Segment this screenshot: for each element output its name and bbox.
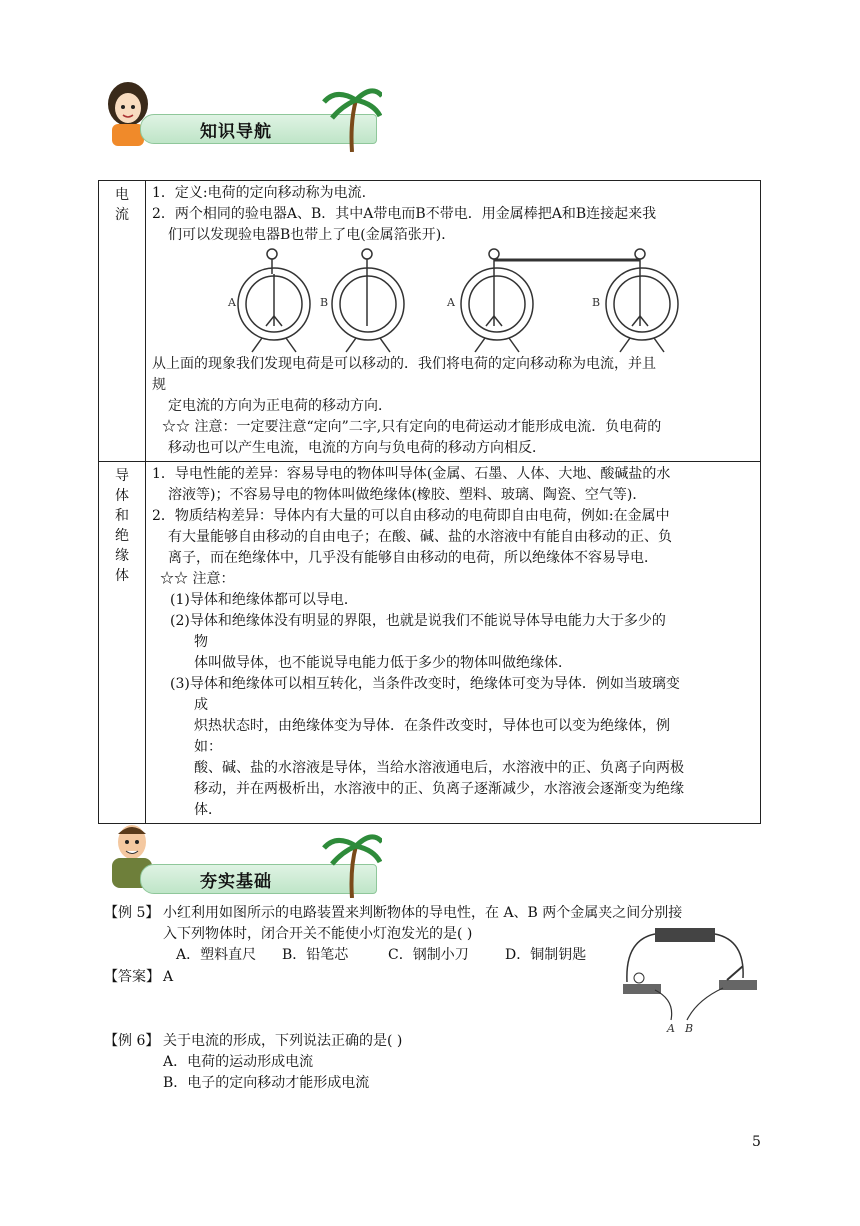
electroscope-b2 <box>606 249 678 352</box>
option-a: A．塑料直尺 <box>176 947 257 963</box>
option-d: D．铜制钥匙 <box>505 947 587 963</box>
example-5-label: 【例 5】 <box>104 905 160 921</box>
clip-a-label: A <box>667 1022 675 1035</box>
palm-tree-icon <box>322 82 382 152</box>
electroscope-a2 <box>461 249 533 352</box>
label-b1: B <box>320 296 329 309</box>
side-char: 体 <box>115 488 129 504</box>
line: 2．物质结构差异：导体内有大量的可以自由移动的电荷即自由电荷，例如:在金属中 <box>152 508 670 524</box>
line: 体． <box>194 802 222 818</box>
line: 1．导电性能的差异：容易导电的物体叫导体(金属、石墨、人体、大地、酸碱盐的水 <box>152 466 671 482</box>
side-char: 体 <box>115 568 129 584</box>
line: 炽热状态时，由绝缘体变为导体．在条件改变时，导体也可以变为绝缘体，例 <box>194 718 670 734</box>
bulb-base <box>623 984 661 994</box>
current-content <box>146 181 761 462</box>
line: 体叫做导体，也不能说导电能力低于多少的物体叫做绝缘体． <box>194 655 572 671</box>
circuit-figure <box>615 920 765 1035</box>
palm-tree-icon <box>322 828 382 898</box>
electroscope-b1 <box>332 249 404 352</box>
option-b: B．电子的定向移动才能形成电流 <box>163 1075 370 1091</box>
electroscope-a1 <box>238 249 310 352</box>
electroscope-figure <box>152 246 754 354</box>
side-char: 流 <box>115 207 129 223</box>
side-char: 和 <box>115 508 129 524</box>
example-5-question-line1: 小红利用如图所示的电路装置来判断物体的导电性，在 A、B 两个金属夹之间分别接 <box>163 905 683 921</box>
line: 成 <box>194 697 208 713</box>
item-definition: 1．定义:电荷的定向移动称为电流. <box>152 185 367 201</box>
line: ☆☆ 注意： <box>160 571 235 587</box>
line: (3)导体和绝缘体可以相互转化，当条件改变时，绝缘体可变为导体．例如当玻璃变 <box>170 676 680 692</box>
line: (2)导体和绝缘体没有明显的界限，也就是说我们不能说导体导电能力大于多少的 <box>170 613 666 629</box>
note-direction-cont: 移动也可以产生电流，电流的方向与负电荷的移动方向相反． <box>168 440 546 456</box>
conductor-content <box>146 462 761 824</box>
side-label-conductor <box>99 462 146 824</box>
table-row-conductor <box>99 462 761 824</box>
text-observation-wrap: 规 <box>152 377 166 393</box>
note-direction: ☆☆ 注意：一定要注意“定向”二字,只有定向的电荷运动才能形成电流．负电荷的 <box>162 419 662 435</box>
label-a1: A <box>228 296 236 309</box>
banner-title: 知识导航 <box>200 122 272 142</box>
text-observation: 从上面的现象我们发现电荷是可以移动的．我们将电荷的定向移动称为电流，并且 <box>152 356 656 372</box>
answer-value: A <box>163 969 174 985</box>
line: (1)导体和绝缘体都可以导电． <box>170 592 358 608</box>
label-b2: B <box>592 296 601 309</box>
line: 物 <box>194 634 208 650</box>
side-char: 缘 <box>115 548 129 564</box>
clip-b-label: B <box>685 1022 694 1035</box>
option-b: B．铅笔芯 <box>282 947 349 963</box>
example-6-question: 关于电流的形成，下列说法正确的是( ) <box>163 1033 403 1049</box>
page-number: 5 <box>752 1134 761 1150</box>
label-a2: A <box>447 296 455 309</box>
item-experiment-cont: 们可以发现验电器B也带上了电(金属箔张开)． <box>168 227 456 243</box>
switch-base <box>719 980 757 990</box>
battery-box <box>655 928 715 942</box>
line: 离子，而在绝缘体中，几乎没有能够自由移动的电荷，所以绝缘体不容易导电． <box>168 550 658 566</box>
text-direction: 定电流的方向为正电荷的移动方向． <box>168 398 392 414</box>
option-a: A．电荷的运动形成电流 <box>163 1054 314 1070</box>
line: 酸、碱、盐的水溶液是导体，当给水溶液通电后，水溶液中的正、负离子向两极 <box>194 760 684 776</box>
line: 移动，并在两极析出，水溶液中的正、负离子逐渐减少，水溶液会逐渐变为绝缘 <box>194 781 684 797</box>
example-6-label: 【例 6】 <box>104 1033 160 1049</box>
line: 有大量能够自由移动的自由电子；在酸、碱、盐的水溶液中有能自由移动的正、负 <box>168 529 672 545</box>
table-row-current <box>99 181 761 462</box>
side-char: 绝 <box>115 528 129 544</box>
option-c: C．钢制小刀 <box>388 947 469 963</box>
line: 如： <box>194 739 222 755</box>
line: 溶液等)；不容易导电的物体叫做绝缘体(橡胶、塑料、玻璃、陶瓷、空气等)． <box>168 487 647 503</box>
item-experiment: 2．两个相同的验电器A、B．其中A带电而B不带电．用金属棒把A和B连接起来我 <box>152 206 657 222</box>
section-banner-basics <box>100 838 385 900</box>
banner-title: 夯实基础 <box>200 872 272 892</box>
section-banner-knowledge <box>100 88 385 150</box>
side-char: 导 <box>115 468 129 484</box>
answer-label: 【答案】 <box>104 969 160 985</box>
side-label-current <box>99 181 146 462</box>
example-5-question-line2: 入下列物体时，闭合开关不能使小灯泡发光的是( ) <box>163 926 473 942</box>
side-char: 电 <box>115 187 129 203</box>
knowledge-table <box>98 180 761 824</box>
bulb-icon <box>634 973 644 983</box>
